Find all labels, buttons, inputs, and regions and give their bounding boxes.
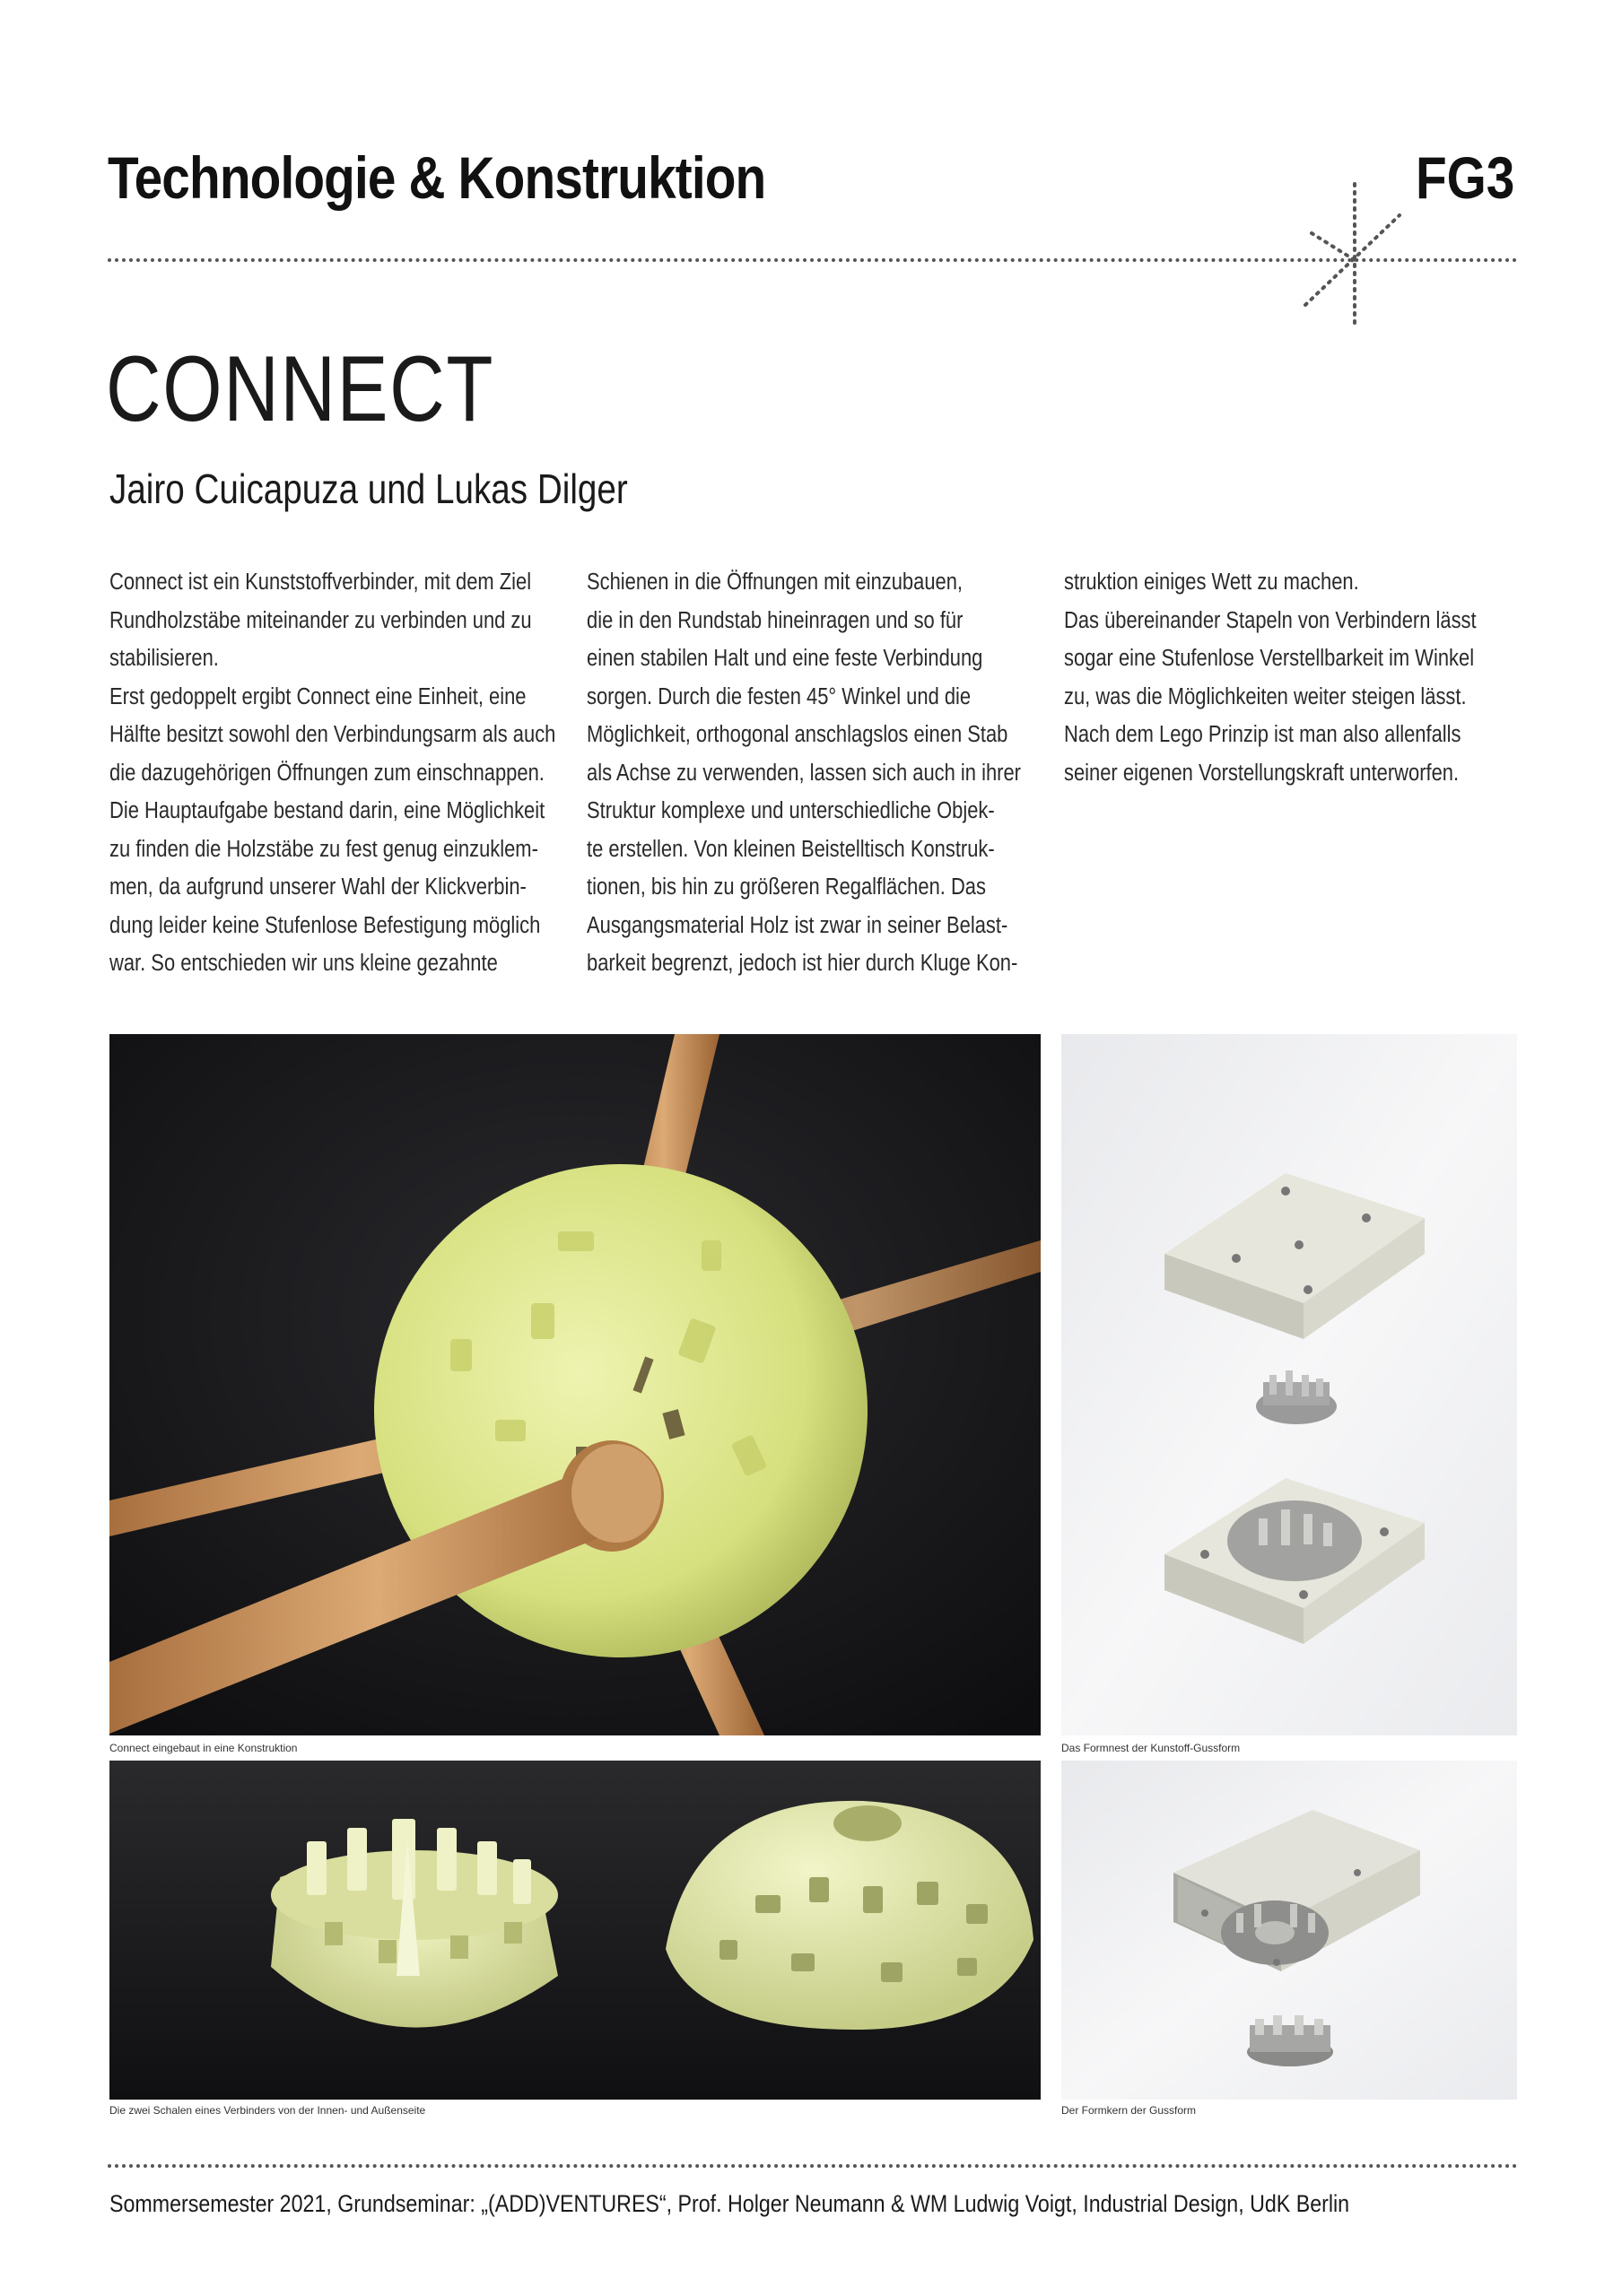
body-column-2: Schienen in die Öffnungen mit einzubauen, die in den Rundstab hineinragen und so für einen stabilen Halt und eine feste Verbindung sorgen. Durch die festen 45° Winkel und die Möglichkeit, orthogonal anschlagslos einen Stab als Achse zu verwenden, lassen sich auch in ihrer Struktur komplexe und unterschiedliche Objek- te erstellen. Von kleinen Beistelltisch Konstruk- tionen, bis hin zu größeren Regalflächen. Das Ausgangsmaterial Holz ist zwar in seiner Belast- barkeit begrenzt, jedoch ist hier durch Kluge Kon-: [587, 570, 1021, 976]
render-mold-core: [1061, 1761, 1517, 2100]
body-column-1: Connect ist ein Kunststoffverbinder, mit dem Ziel Rundholzstäbe miteinander zu verbinden und zu stabilisieren. Erst gedoppelt ergibt Connect eine Einheit, eine Hälfte besitzt sowohl den Verbindungsarm als auch die dazugehörigen Öffnungen zum einschnappen. Die Hauptaufgabe bestand darin, eine Möglichkeit zu finden die Holzstäbe zu fest genug einzuklem- men, da aufgrund unserer Wahl der Klickverbin- dung leider keine Stufenlose Befestigung möglich war. So entschieden wir uns kleine gezahnte: [109, 570, 556, 976]
body-column-3: struktion einiges Wett zu machen. Das übereinander Stapeln von Verbindern lässt sogar eine Stufenlose Verstellbarkeit im Winkel zu, was die Möglichkeiten weiter steigen lässt. Nach dem Lego Prinzip ist man also allenfalls seiner eigenen Vorstellungskraft unterworfen.: [1064, 570, 1477, 786]
footer-credits: Sommersemester 2021, Grundseminar: „(ADD)VENTURES“, Prof. Holger Neumann & WM Ludwig Voigt, Industrial Design, UdK Berlin: [109, 2190, 1350, 2217]
caption-photo-2: Die zwei Schalen eines Verbinders von der Innen- und Außenseite: [109, 2104, 426, 2117]
spark-ornament-icon: [1301, 179, 1408, 332]
footer-divider: [108, 2164, 1518, 2168]
caption-render-1: Das Formnest der Kunstoff-Gussform: [1061, 1742, 1241, 1754]
group-label: FG3: [1415, 144, 1514, 211]
photo-connector-in-construction: [109, 1034, 1041, 1735]
project-title: CONNECT: [106, 337, 495, 441]
project-authors: Jairo Cuicapuza und Lukas Dilger: [109, 465, 628, 512]
caption-render-2: Der Formkern der Gussform: [1061, 2104, 1197, 2117]
caption-photo-1: Connect eingebaut in eine Konstruktion: [109, 1742, 298, 1754]
render-mold-cavity: [1061, 1034, 1517, 1735]
section-title: Technologie & Konstruktion: [108, 144, 766, 211]
photo-two-shells: [109, 1761, 1041, 2100]
